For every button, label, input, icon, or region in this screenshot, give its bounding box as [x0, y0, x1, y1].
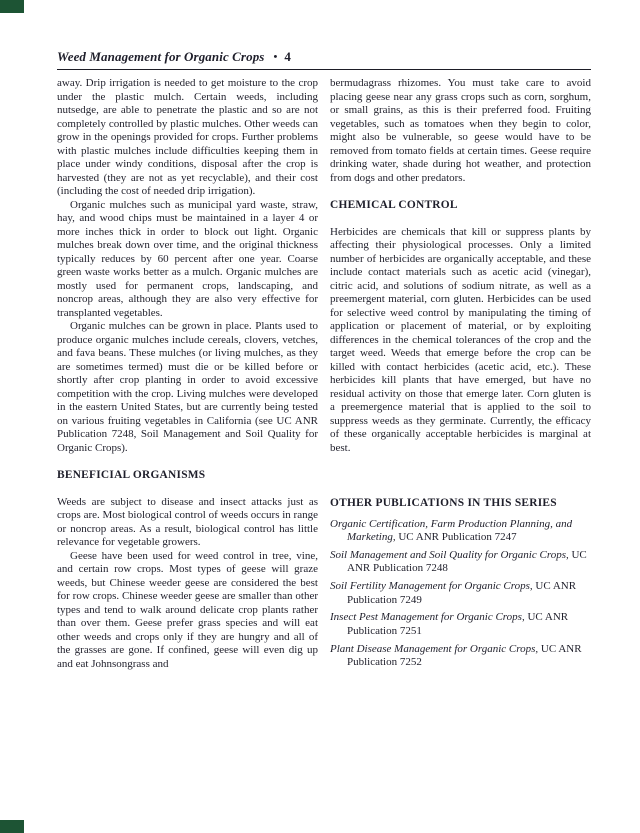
publication-title: Soil Fertility Management for Organic Crops, [330, 580, 533, 593]
publication-ref: UC ANR Publication 7252 [347, 642, 582, 669]
publication-ref: UC ANR Publication 7248 [347, 548, 587, 575]
publication-title: Plant Disease Management for Organic Crops, [330, 642, 539, 655]
two-column-layout [57, 77, 591, 674]
publication-entry [330, 580, 591, 607]
publication-entry [330, 643, 591, 670]
publication-title: Insect Pest Management for Organic Crops, [330, 611, 525, 624]
page-header [57, 49, 591, 65]
publication-title: Organic Certification, Farm Production Planning, and Marketing, [330, 517, 573, 543]
corner-mark-bottom-left [0, 820, 24, 833]
publication-ref: UC ANR Publication 7249 [347, 580, 577, 606]
body-paragraph: away. Drip irrigation is needed to get moisture to the crop under the plastic mulch. Certain weeds, including nutsedge, are able to penetrate the plastic and so are not completely controlled by plastic mulches. Other weeds can grow in the openings provided for crops. Further problems with plastic mulches include difficulties keeping them in place under windy conditions, disposal after the crop is harvested (they are not as yet recyclable), and their cost (including the cost of needed drip irrigation). [57, 77, 318, 197]
publication-entry [330, 549, 591, 576]
right-column [330, 77, 591, 674]
body-paragraph: Herbicides are chemicals that kill or suppress plants by affecting their physiological processes. Only a limited number of herbicides are organically acceptable, and these include contact materials such as acetic acid (vinegar), citric acid, and solutions of sodium nitrate, as well as a preemergent material, corn gluten. Herbicides can be used for selective weed control by manipulating the timing of application or placement of material, or by exploiting differences in the chemical tolerances of the crop and the target weed. Weeds that emerge before the crop can be killed with contact herbicides (acetic acid, etc.). These herbicides kill plants that have emerged, but have no residual activity on those that emerge later. Corn gluten is a preemergence material that is applied to the soil to suppress weeds as they germinate. Currently, the efficacy of these organically acceptable herbicides is marginal at best. [330, 225, 591, 454]
body-paragraph: Geese have been used for weed control in tree, vine, and certain row crops. Most types of geese will graze weeds, but Chinese weeder geese are considered the best for row crops. Chinese weeder geese are smaller than other types and tend to walk around delicate crop plants rather than over them. Geese prefer grass species and will eat other weeds and crops only if they are hungry and all of the grasses are gone. If confined, geese will even dig up and eat Johnsongrass and [57, 549, 318, 670]
page-number: 4 [284, 49, 292, 64]
header-rule [57, 69, 591, 70]
section-heading: BENEFICIAL ORGANISMS [57, 469, 206, 481]
publication-ref: UC ANR Publication 7251 [347, 611, 569, 637]
publication-entry [330, 518, 591, 545]
body-paragraph: Organic mulches can be grown in place. Plants used to produce organic mulches include cereals, clovers, vetches, and fava beans. These mulches (or living mulches, as they are sometimes termed) must die or be killed before or shortly after crop planting in order to avoid excessive competition with the crop. Living mulches were developed in the eastern United States, but are currently being tested on various fruiting vegetables in California (see UC ANR Publication 7248, Soil Management and Soil Quality for Organic Crops). [57, 320, 318, 454]
publication-ref: UC ANR Publication 7247 [395, 530, 517, 543]
page-content [57, 49, 591, 674]
publication-entry [330, 611, 591, 638]
left-column [57, 77, 318, 674]
bullet-separator: • [273, 51, 278, 63]
body-paragraph: bermudagrass rhizomes. You must take care to avoid placing geese near any grass crops such as corn, sorghum, or small grains, as this is their preferred food. Fruiting vegetables, such as tomatoes when they begin to color, might also be vulnerable, so geese would have to be removed from tomato fields at certain times. Geese require drinking water, shade during hot weather, and protection from dogs and other predators. [330, 77, 591, 184]
body-paragraph: Weeds are subject to disease and insect attacks just as crops are. Most biological control of weeds occurs in range or noncrop areas. As a result, biological control has little relevance for vegetable growers. [57, 495, 318, 548]
corner-mark-top-left [0, 0, 24, 13]
section-heading: CHEMICAL CONTROL [330, 199, 458, 211]
publication-title: Soil Management and Soil Quality for Organic Crops, [330, 548, 569, 561]
body-paragraph: Organic mulches such as municipal yard waste, straw, hay, and wood chips must be maintained in a layer 4 or more inches thick in order to block out light. Organic mulches break down over time, and the original thickness typically reduces by 60 percent after one year. Coarse green waste works better as a mulch. Organic mulches are mostly used for permanent crops, landscaping, and noncrop areas, although they are also very effective for transplanted vegetables. [57, 198, 318, 319]
page-header-title: Weed Management for Organic Crops [57, 49, 265, 64]
section-heading: OTHER PUBLICATIONS IN THIS SERIES [330, 497, 557, 509]
